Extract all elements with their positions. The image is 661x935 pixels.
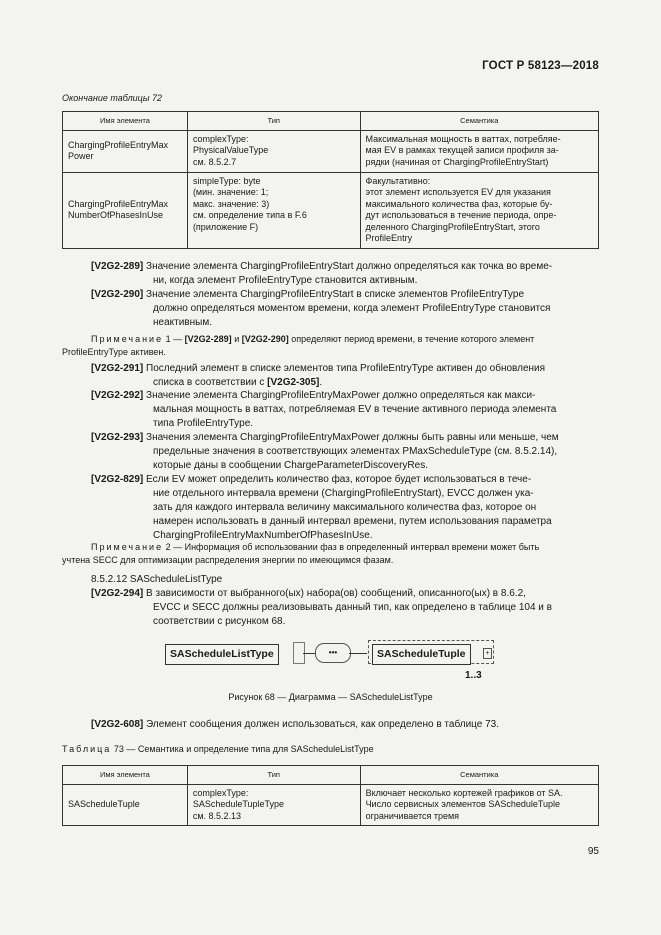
diagram-multiplicity: 1..3 (465, 670, 482, 681)
cell-element-semantics: Максимальная мощность в ваттах, потребляе- мая EV в рамках текущей записи профиля за- рядки (начиная от ChargingProfileEntryStart) (360, 130, 598, 172)
figure-caption: Рисунок 68 — Диаграмма — SAScheduleListType (228, 692, 433, 702)
expand-icon: + (483, 648, 492, 659)
table-73 (62, 765, 599, 826)
requirement-v2g2-292: [V2G2-292] Значение элемента ChargingProfileEntryMaxPower должно определяться как макси- мальная мощность в ваттах, потребляемая EV в течение активного периода элемента типа ProfileEntryType. (91, 390, 557, 429)
requirement-v2g2-290: [V2G2-290] Значение элемента ChargingProfileEntryStart в списке элементов ProfileEntryType должно определяться моментом времени, когда элемент ProfileEntryType становится неактивным. (91, 289, 551, 328)
cell-element-name: ChargingProfileEntryMax Power (63, 130, 188, 172)
section-heading: 8.5.2.12 SAScheduleListType (91, 574, 223, 585)
requirement-v2g2-829: [V2G2-829] Если EV может определить количество фаз, которое будет использоваться в тече- ние отдельного интервала времени (ChargingProfileEntryStart), EVCC должен ука- зать для каждого интервала величину максимального количества фаз, которое он намерен использовать в данный интервал времени, путем использования параметра ChargingProfileEntryMaxNumberOfPhasesInUse. (91, 474, 552, 541)
table-73-caption: Таблица 73 — Семантика и определение типа для SAScheduleListType (62, 744, 374, 754)
cell-element-semantics: Включает несколько кортежей графиков от SA. Число сервисных элементов SAScheduleTuple ограничивается тремя (360, 784, 598, 826)
requirement-v2g2-291: [V2G2-291] Последний элемент в списке элементов типа ProfileEntryType активен до обновления списка в соответствии с [V2G2-305]. (91, 363, 546, 388)
diagram-element-sascheduleListtype: SAScheduleListType (165, 644, 279, 665)
requirement-v2g2-289: [V2G2-289] Значение элемента ChargingProfileEntryStart должно определяться как точка во време- ни, когда элемент ProfileEntryType становится активным. (91, 261, 553, 286)
connector-line (349, 653, 367, 654)
requirement-v2g2-608: [V2G2-608] Элемент сообщения должен использоваться, как определено в таблице 73. (91, 719, 500, 730)
diagram-element-sascheduletuple: SAScheduleTuple (372, 644, 471, 665)
note-2: Примечание 2 — Информация об использовании фаз в определенный интервал времени может быть учтена SECC для оптимизации распределения энергии по имеющимся фазам. (62, 542, 540, 565)
cell-element-type: complexType: SAScheduleTupleType см. 8.5.2.13 (187, 784, 360, 826)
column-header-semantics: Семантика (360, 112, 598, 131)
cell-element-type: simpleType: byte (мин. значение: 1; макс. значение: 3) см. определение типа в F.6 (приложение F) (187, 172, 360, 248)
cell-element-type: complexType: PhysicalValueType см. 8.5.2.7 (187, 130, 360, 172)
column-header-name: Имя элемента (63, 112, 188, 131)
column-header-type: Тип (187, 766, 360, 785)
cell-element-name: SAScheduleTuple (63, 784, 188, 826)
column-header-type: Тип (187, 112, 360, 131)
table-row (63, 130, 599, 172)
sequence-compositor: ••• (315, 643, 351, 663)
requirement-v2g2-294: [V2G2-294] В зависимости от выбранного(ых) набора(ов) сообщений, описанного(ых) в 8.6.2, EVCC и SECC должны реализовывать данный тип, как определено в таблице 104 и в соответствии с рисунком 68. (91, 588, 552, 627)
table-72-caption: Окончание таблицы 72 (62, 93, 162, 103)
table-row (63, 784, 599, 826)
table-header-row (63, 112, 599, 131)
note-1: Примечание 1 — [V2G2-289] и [V2G2-290] определяют период времени, в течение которого элемент ProfileEntryType активен. (62, 334, 535, 357)
table-header-row (63, 766, 599, 785)
column-header-name: Имя элемента (63, 766, 188, 785)
document-header: ГОСТ Р 58123—2018 (482, 60, 599, 72)
table-row (63, 172, 599, 248)
column-header-semantics: Семантика (360, 766, 598, 785)
diagram-sascheduleListtype (165, 640, 505, 686)
page-number: 95 (587, 846, 599, 857)
table-72 (62, 111, 599, 249)
cell-element-semantics: Факультативно: этот элемент используется EV для указания максимального количества фаз, которые бу- дут использоваться в течение периода, опре- деленного ChargingProfileEntryStart, этого ProfileEntry (360, 172, 598, 248)
cell-element-name: ChargingProfileEntryMax NumberOfPhasesInUse (63, 172, 188, 248)
requirement-v2g2-293: [V2G2-293] Значения элемента ChargingProfileEntryMaxPower должны быть равны или меньше, чем предельные значения в соответствующих элементах PMaxScheduleType (см. 8.5.2.14), которые даны в сообщении ChargeParameterDiscoveryRes. (91, 432, 559, 471)
connector-line (303, 653, 315, 654)
